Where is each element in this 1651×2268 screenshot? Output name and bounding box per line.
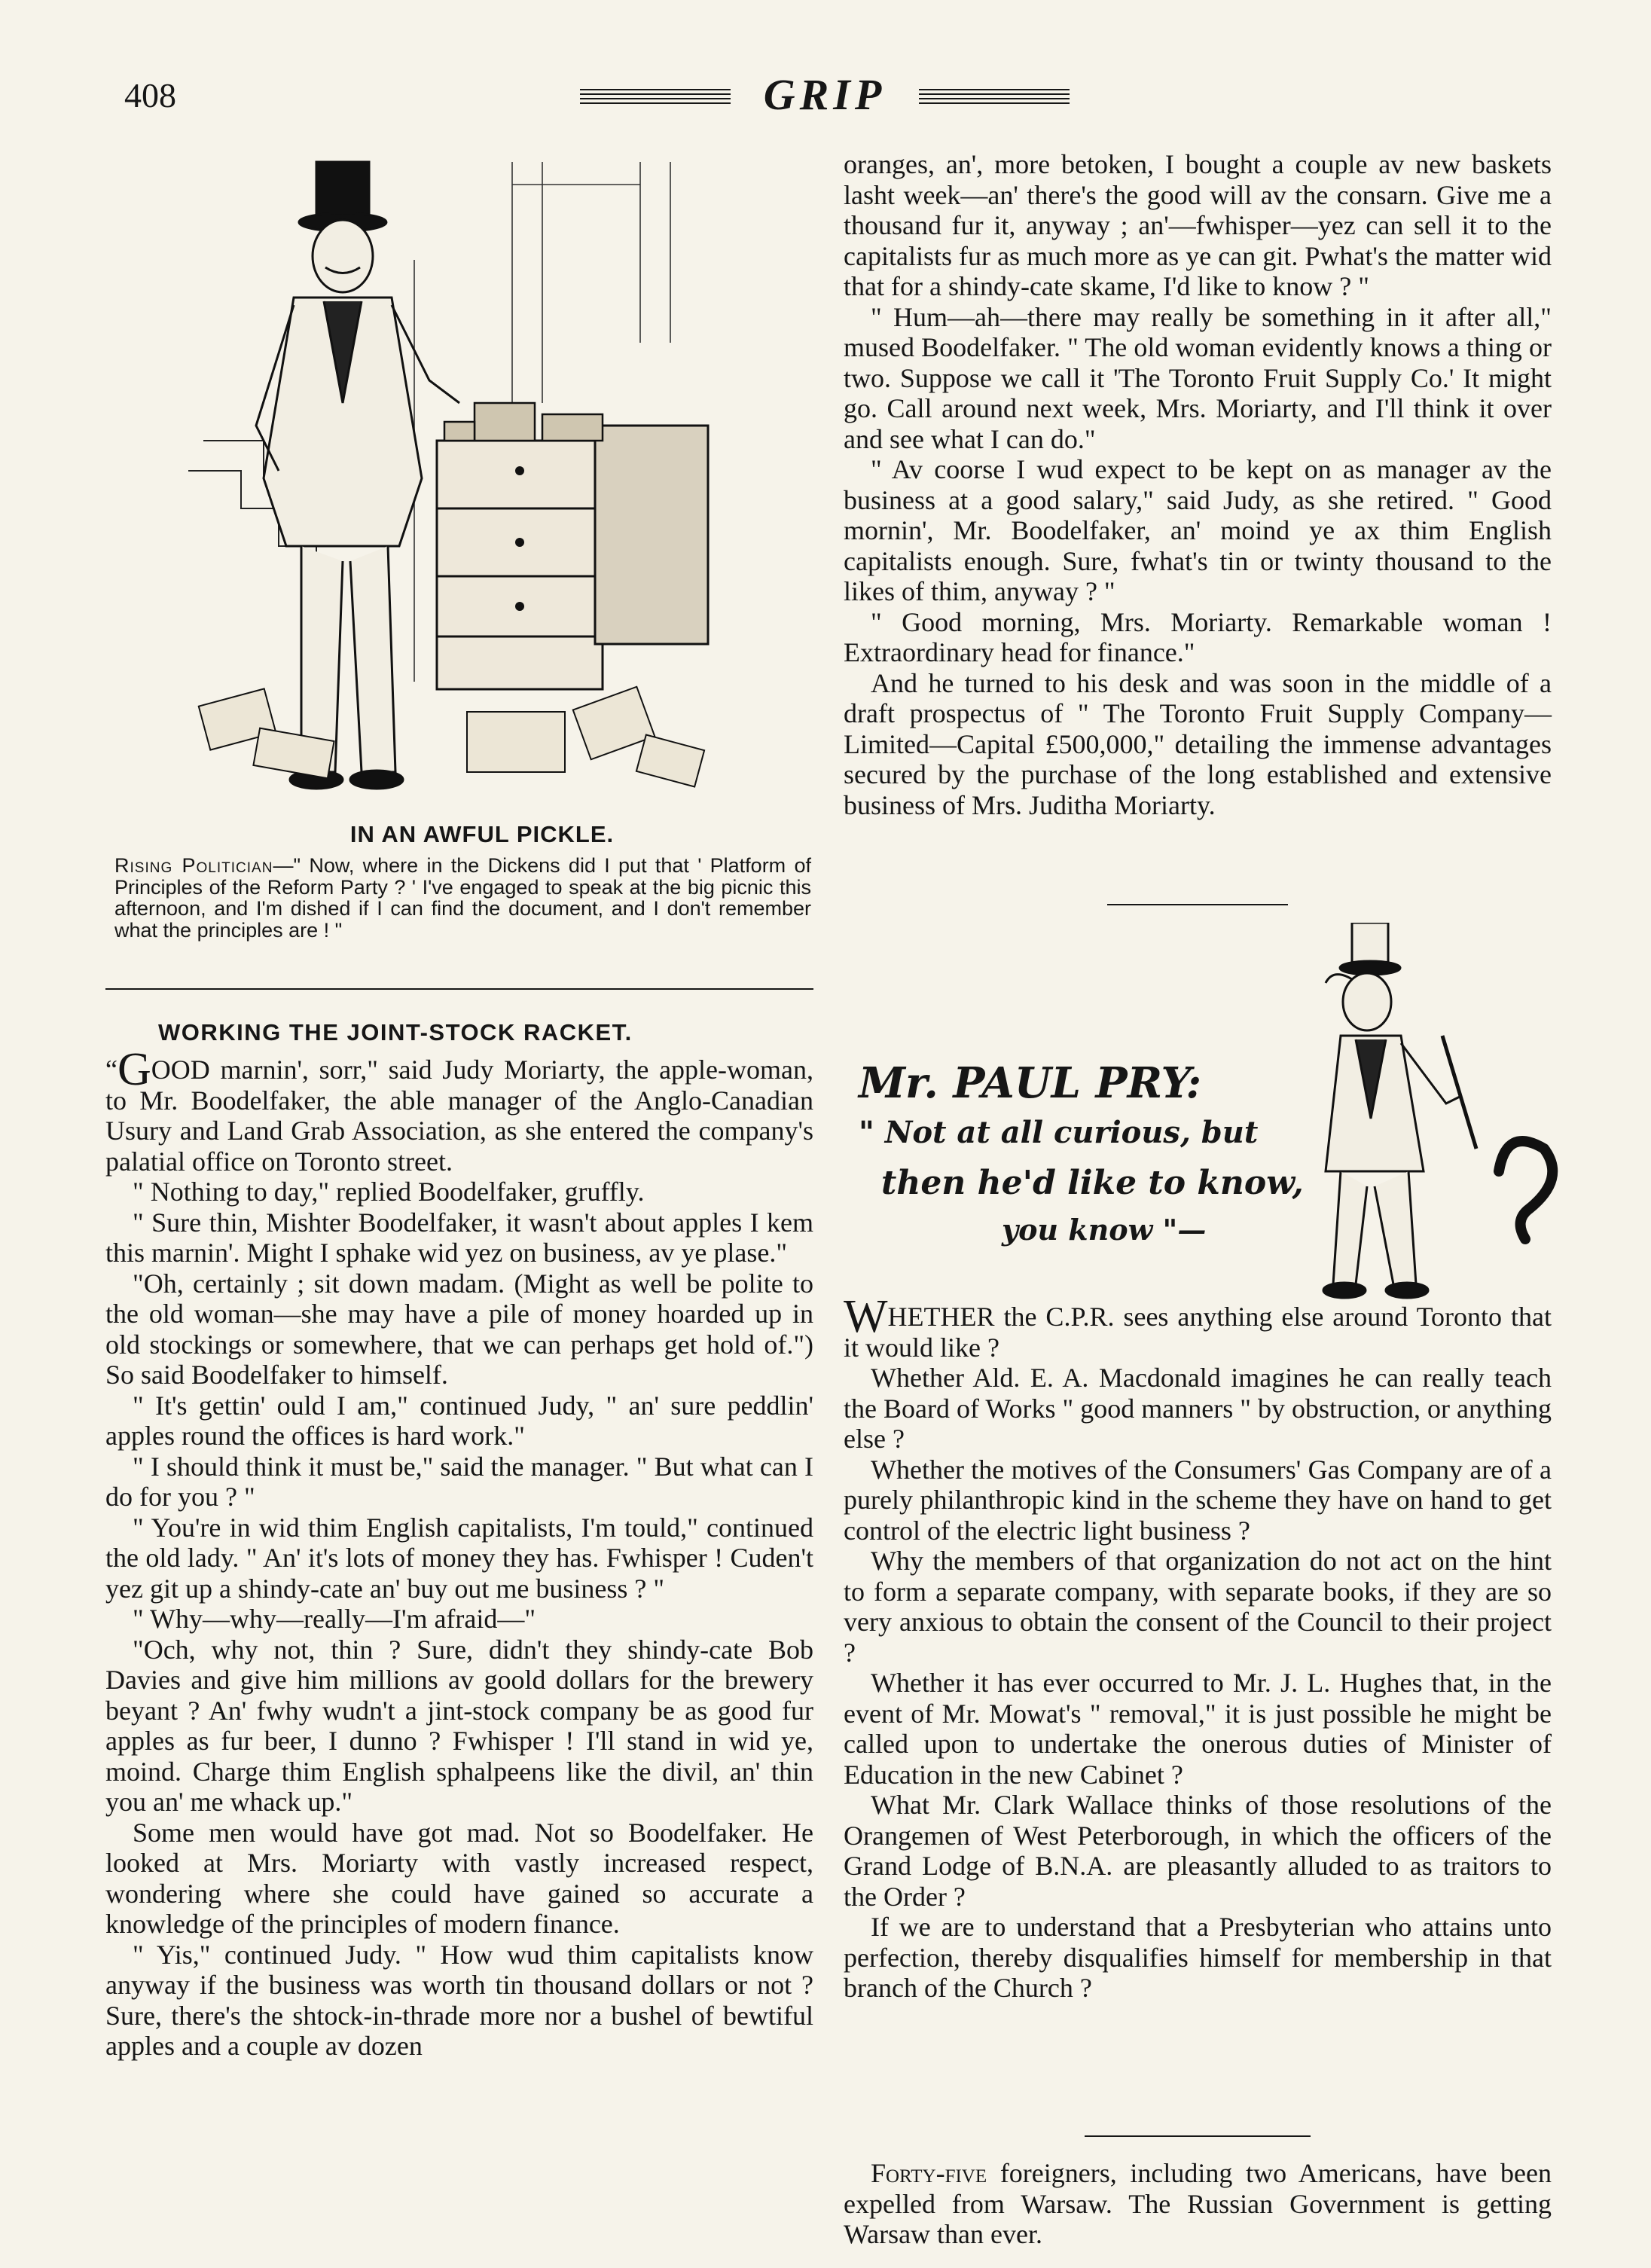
questions-column [844, 1291, 1552, 2004]
paul-pry-line-3: then he'd like to know, [881, 1164, 1304, 1202]
divider-rule [1085, 2135, 1311, 2137]
illustration-caption [114, 855, 811, 941]
article-paragraph: " I should think it must be," said the manager. " But what can I do for you ? " [105, 1451, 813, 1512]
article-paragraph: "Oh, certainly ; sit down madam. (Might as well be polite to the old woman—she may have a pile of money hoarded up in old stockings or somewhere, that we can perhaps get hold of.") So said Boodelfaker to himself. [105, 1268, 813, 1390]
article-paragraph: " Nothing to day," replied Boodelfaker, gruffly. [133, 1177, 645, 1207]
article-paragraph: " Sure thin, Mishter Boodelfaker, it wasn't about apples I kem this marnin'. Might I sphake wid yez on business, av ye plase." [105, 1207, 813, 1268]
paul-pry-illustration [1280, 923, 1567, 1307]
drop-cap-g: G [117, 1044, 151, 1095]
question-paragraph: If we are to understand that a Presbyterian who attains unto perfection, thereby disqualifies himself for membership in that branch of the Church ? [844, 1912, 1552, 2003]
first-question-text: HETHER the C.P.R. sees anything else around Toronto that it would like ? [844, 1302, 1552, 1363]
warsaw-lead: Forty-five [871, 2158, 987, 2188]
page-number: 408 [124, 76, 176, 114]
article-right-column [844, 149, 1552, 820]
paul-pry-line-2: " Not at all curious, but [859, 1115, 1259, 1150]
article-paragraph: " Hum—ah—there may really be something in it after all," mused Boodelfaker. " The old woman evidently knows a thing or two. Suppose we call it 'The Toronto Fruit Supply Co.' It might go. Call around next week, Mrs. Moriarty, and I'll think it over and see what I can do." [844, 301, 1552, 454]
politician-illustration [188, 154, 716, 810]
article-first-paragraph: “GOOD marnin', sorr," said Judy Moriarty, the apple-woman, to Mr. Boodelfaker, the able manager of the Anglo-Canadian Usury and Land Grab Association, as she entered the company's palatial office on Toronto street. [105, 1044, 813, 1177]
warsaw-text [844, 2158, 1552, 2250]
caption-speaker: Rising Politician [114, 854, 273, 877]
divider-rule [1107, 904, 1288, 905]
question-paragraph: Whether Ald. E. A. Macdonald imagines he can really teach the Board of Works " good manners " by obstruction, or anything else ? [844, 1363, 1552, 1454]
drop-cap-w: W [844, 1291, 888, 1342]
magazine-title: GRIP [763, 70, 887, 119]
article-paragraph: " Yis," continued Judy. " How wud thim capitalists know anyway if the business was worth tin thousand dollars or not ? Sure, there's the shtock-in-thrade more nor a bushel of bewtiful apples and a couple av dozen [105, 1939, 813, 2061]
divider-rule [105, 988, 813, 990]
masthead [580, 70, 1070, 121]
article-paragraph: " You're in wid thim English capitalists, I'm tould," continued the old lady. " An' it's lots of money they has. Fwhisper ! Cuden't yez git up a shindy-cate an' buy out me business ? " [105, 1512, 813, 1604]
article-paragraph: oranges, an', more betoken, I bought a couple av new baskets lasht week—an' there's the good will av the consarn. Give me a thousand fur it, anyway ; an'—fwhisper—yez can sell it to the capitalists fur as much more as ye can git. Pwhat's the matter wid that for a shindy-cate skame, I'd like to know ? " [844, 149, 1552, 301]
question-paragraph: Whether the motives of the Consumers' Gas Company are of a purely philanthropic kind in the scheme they have on hand to get control of the electric light business ? [844, 1454, 1552, 1546]
first-paragraph-text: OOD marnin', sorr," said Judy Moriarty, the apple-woman, to Mr. Boodelfaker, the able manager of the Anglo-Canadian Usury and Land Grab Association, as she entered the company's palatial office on Toronto street. [105, 1055, 813, 1177]
article-paragraph: " It's gettin' ould I am," continued Judy, " an' sure peddlin' apples round the offices is hard work." [105, 1390, 813, 1451]
questions-first-paragraph [844, 1291, 1552, 1363]
warsaw-body: foreigners, including two Americans, have been expelled from Warsaw. The Russian Government is getting Warsaw than ever. [844, 2158, 1552, 2249]
article-paragraph: "Och, why not, thin ? Sure, didn't they shindy-cate Bob Davies and give him millions av goold dollars for the brewery beyant ? An' fwhy wudn't a jint-stock company be as good fur apples as fur beer, I dunno ? Fwhisper ! I'll stand in wid ye, moind. Charge thim English sphalpeens like the divil, an' thin you an' me whack up." [105, 1634, 813, 1817]
question-paragraph: What Mr. Clark Wallace thinks of those resolutions of the Orangemen of West Peterborough, in which the officers of the Grand Lodge of B.N.A. are pleasantly alluded to as traitors to the Order ? [844, 1790, 1552, 1912]
illustration-title: IN AN AWFUL PICKLE. [349, 821, 615, 847]
article-paragraph: " Good morning, Mrs. Moriarty. Remarkable woman ! Extraordinary head for finance." [844, 606, 1552, 667]
article-paragraph: " Why—why—really—I'm afraid—" [133, 1604, 536, 1634]
caption-quote: —" Now, where in the Dickens did I put that ' Platform of Principles of the Reform Party ? ' I've engaged to speak at the big picnic this afternoon, and I'm dished if I can find the document, and I don't remember what the principles are ! " [114, 854, 811, 942]
masthead-rule-right [919, 89, 1070, 105]
question-paragraph: Whether it has ever occurred to Mr. J. L. Hughes that, in the event of Mr. Mowat's " removal," it is just possible he might be called upon to undertake the onerous duties of Minister of Education in the new Cabinet ? [844, 1668, 1552, 1790]
warsaw-paragraph [844, 2158, 1552, 2250]
article-left-column [105, 1044, 813, 2062]
article-headline: WORKING THE JOINT-STOCK RACKET. [158, 1019, 633, 1045]
masthead-rule-left [580, 89, 731, 105]
paul-pry-line-4: you know "— [1002, 1213, 1207, 1247]
article-paragraph: Some men would have got mad. Not so Boodelfaker. He looked at Mrs. Moriarty with vastly increased respect, wondering where she could have gained so accurate a knowledge of the principles of modern finance. [105, 1817, 813, 1939]
article-paragraph: " Av coorse I wud expect to be kept on as manager av the business at a good salary," said Judy, as she retired. " Good mornin', Mr. Boodelfaker, an' moind ye ax thim English capitalists enough. Sure, fwhat's tin or twinty thousand to the likes of thim, anyway ? " [844, 454, 1552, 606]
question-paragraph: Why the members of that organization do not act on the hint to form a separate company, with separate books, if they are so very anxious to obtain the consent of the Council to their project ? [844, 1546, 1552, 1668]
paul-pry-title: Mr. PAUL PRY: [859, 1058, 1202, 1108]
article-paragraph: And he turned to his desk and was soon in the middle of a draft prospectus of " The Toronto Fruit Supply Company—Limited—Capital £500,000," detailing the immense advantages secured by the purchase of the long established and extensive business of Mrs. Juditha Moriarty. [844, 667, 1552, 820]
